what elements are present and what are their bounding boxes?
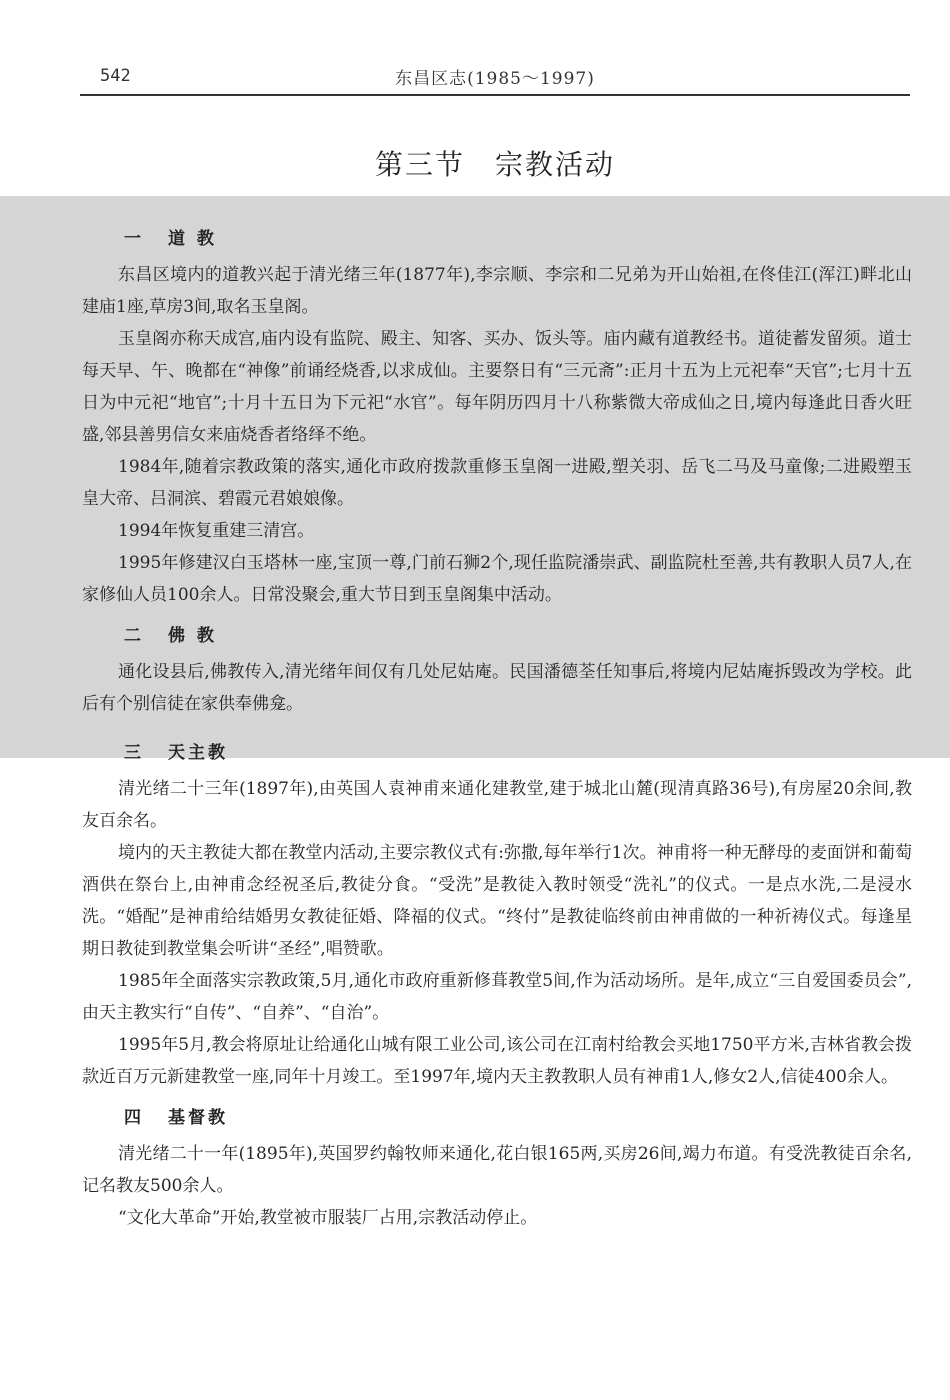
paragraph: 东昌区境内的道教兴起于清光绪三年(1877年),李宗顺、李宗和二兄弟为开山始祖,在佟佳江(浑江)畔北山建庙1座,草房3间,取名玉皇阁。 [82,265,912,317]
paragraph: “文化大革命”开始,教堂被市服装厂占用,宗教活动停止。 [118,1208,538,1228]
subheading-text: 基督教 [168,1108,228,1128]
subheading-number: 三 [124,743,144,763]
subheading-text: 天主教 [168,743,228,763]
subheading-text: 佛 教 [168,626,217,646]
page-number: 542 [100,66,131,86]
page-header [80,60,910,96]
main-content [82,224,912,1234]
paragraph: 清光绪二十三年(1897年),由英国人袁神甫来通化建教堂,建于城北山麓(现清真路36号),有房屋20余间,教友百余名。 [82,779,912,831]
subheading-taoism [82,224,912,249]
subheading-text: 道 教 [168,229,217,249]
paragraph: 1995年修建汉白玉塔林一座,宝顶一尊,门前石狮2个,现任监院潘崇武、副监院杜至善,共有教职人员7人,在家修仙人员100余人。日常没聚会,重大节日到玉皇阁集中活动。 [82,553,912,605]
subheading-catholicism [82,738,912,763]
paragraph: 1995年5月,教会将原址让给通化山城有限工业公司,该公司在江南村给教会买地1750平方米,吉林省教会拨款近百万元新建教堂一座,同年十月竣工。至1997年,境内天主教教职人员有神甫1人,修女2人,信徒400余人。 [82,1035,912,1087]
subheading-number: 二 [124,626,144,646]
paragraph: 1994年恢复重建三清宫。 [118,521,315,541]
paragraph: 清光绪二十一年(1895年),英国罗约翰牧师来通化,花白银165两,买房26间,竭力布道。有受洗教徒百余名,记名教友500余人。 [82,1144,912,1196]
paragraph: 境内的天主教徒大都在教堂内活动,主要宗教仪式有:弥撒,每年举行1次。神甫将一种无酵母的麦面饼和葡萄酒供在祭台上,由神甫念经祝圣后,教徒分食。“受洗”是教徒入教时领受“洗礼”的仪式。一是点水洗,二是浸水洗。“婚配”是神甫给结婚男女教徒征婚、降福的仪式。“终付”是教徒临终前由神甫做的一种祈祷仪式。每逢星期日教徒到教堂集会听讲“圣经”,唱赞歌。 [82,843,912,959]
paragraph: 1984年,随着宗教政策的落实,通化市政府拨款重修玉皇阁一进殿,塑关羽、岳飞二马及马童像;二进殿塑玉皇大帝、吕洞滨、碧霞元君娘娘像。 [82,457,912,509]
section-title: 第三节 宗教活动 [374,148,615,181]
subheading-christianity [82,1103,912,1128]
paragraph: 1985年全面落实宗教政策,5月,通化市政府重新修葺教堂5间,作为活动场所。是年,成立“三自爱国委员会”,由天主教实行“自传”、“自养”、“自治”。 [82,971,912,1023]
paragraph: 通化设县后,佛教传入,清光绪年间仅有几处尼姑庵。民国潘德荃任知事后,将境内尼姑庵拆毁改为学校。此后有个别信徒在家供奉佛龛。 [82,662,912,714]
running-title: 东昌区志(1985～1997) [395,69,595,89]
subheading-number: 一 [124,229,144,249]
paragraph: 玉皇阁亦称天成宫,庙内设有监院、殿主、知客、买办、饭头等。庙内藏有道教经书。道徒蓄发留须。道士每天早、午、晚都在“神像”前诵经烧香,以求成仙。主要祭日有“三元斋”:正月十五为上元祀奉“天官”;七月十五日为中元祀“地官”;十月十五日为下元祀“水官”。每年阴历四月十八称紫微大帝成仙之日,境内每逢此日香火旺盛,邻县善男信女来庙烧香者络绎不绝。 [82,329,912,445]
subheading-buddhism [82,621,912,646]
subheading-number: 四 [124,1108,144,1128]
